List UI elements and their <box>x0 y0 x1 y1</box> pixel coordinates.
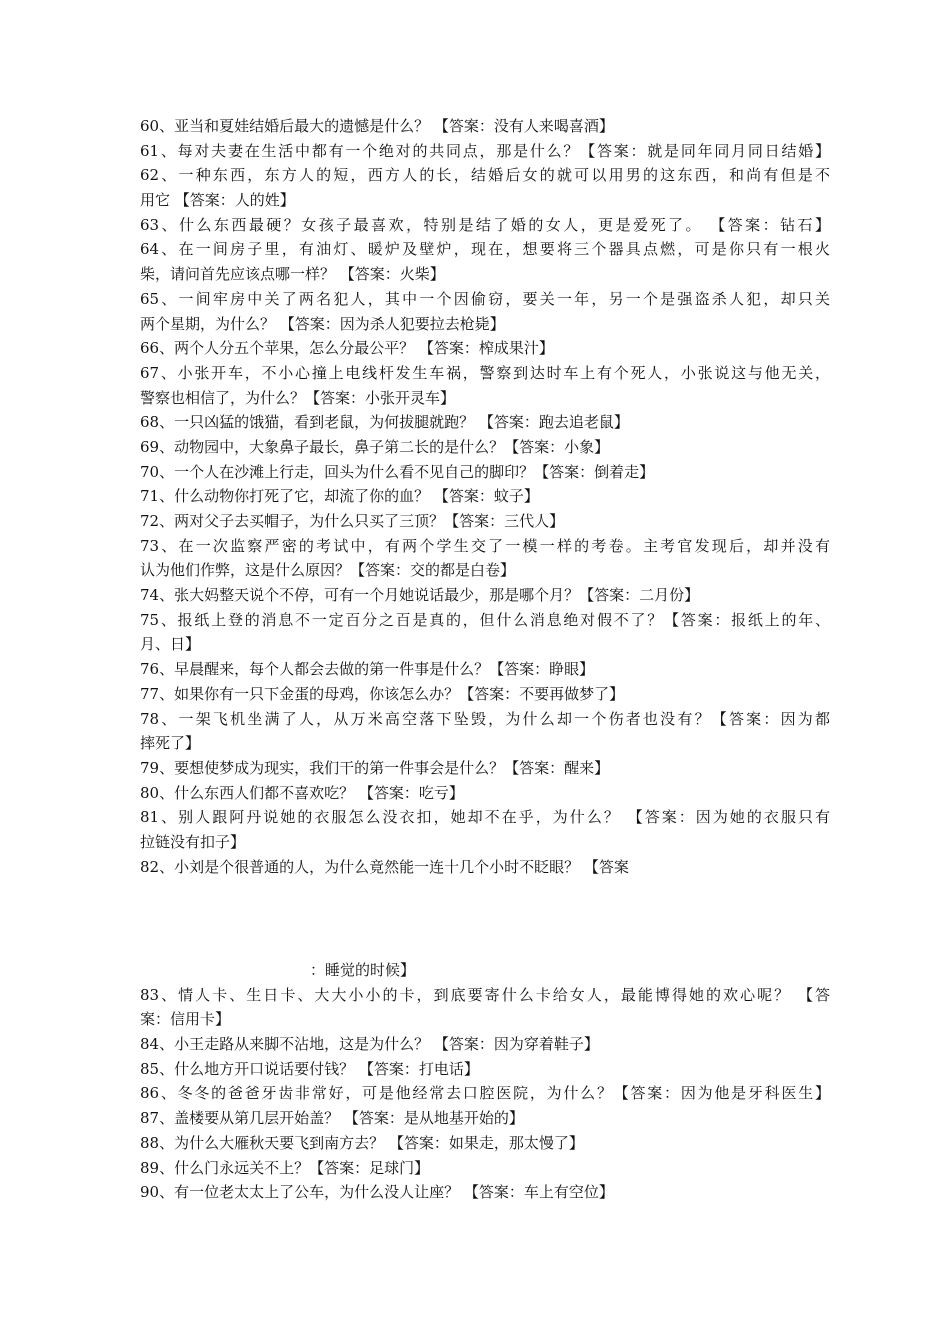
text-line: 摔死了】 <box>140 734 201 753</box>
text-line: 66、两个人分五个苹果，怎么分最公平？ 【答案：榨成果汁】 <box>140 339 554 358</box>
text-line: 87、盖楼要从第几层开始盖？ 【答案：是从地基开始的】 <box>140 1109 524 1128</box>
text-line: 70、一个人在沙滩上行走，回头为什么看不见自己的脚印？【答案：倒着走】 <box>140 462 655 481</box>
text-line: 73、在一次监察严密的考试中，有两个学生交了一模一样的考卷。主考官发现后，却并没有 <box>140 536 830 555</box>
answer-continuation: ：睡觉的时候】 <box>310 961 416 979</box>
text-line: 89、什么门永远关不上？【答案：足球门】 <box>140 1158 430 1177</box>
text-line: 82、小刘是个很普通的人，为什么竟然能一连十几个小时不眨眼？ 【答案 <box>140 857 629 876</box>
text-line: 69、动物园中，大象鼻子最长，鼻子第二长的是什么？【答案：小象】 <box>140 437 610 456</box>
text-line: 柴，请问首先应该点哪一样？ 【答案：火柴】 <box>140 265 445 284</box>
text-line: 64、在一间房子里，有油灯、暖炉及壁炉，现在，想要将三个器具点燃，可是你只有一根火 <box>140 240 830 259</box>
text-line: 90、有一位老太太上了公车，为什么没人让座？ 【答案：车上有空位】 <box>140 1183 614 1202</box>
text-line: 62、一种东西，东方人的短，西方人的长，结婚后女的就可以用男的这东西，和尚有但是不 <box>140 166 830 185</box>
text-line: 用它 【答案：人的姓】 <box>140 191 295 210</box>
text-line: 71、什么动物你打死了它，却流了你的血？ 【答案：蚊子】 <box>140 487 539 506</box>
text-line: 60、亚当和夏娃结婚后最大的遗憾是什么？ 【答案：没有人来喝喜酒】 <box>140 117 614 135</box>
text-line: 88、为什么大雁秋天要飞到南方去？ 【答案：如果走，那太慢了】 <box>140 1133 584 1152</box>
text-line: 79、要想使梦成为现实，我们干的第一件事会是什么？【答案：醒来】 <box>140 758 610 777</box>
text-line: 63、什么东西最硬？女孩子最喜欢，特别是结了婚的女人，更是爱死了。 【答案：钻石】 <box>140 215 830 234</box>
text-line: 67、小张开车，不小心撞上电线杆发生车祸，警察到达时车上有个死人，小张说这与他无关， <box>140 363 830 382</box>
text-line: 两个星期，为什么？ 【答案：因为杀人犯要拉去枪毙】 <box>140 314 505 333</box>
text-line: 84、小王走路从来脚不沾地，这是为什么？ 【答案：因为穿着鞋子】 <box>140 1035 599 1054</box>
text-line: 74、张大妈整天说个不停，可有一个月她说话最少，那是哪个月？【答案：二月份】 <box>140 586 700 605</box>
text-line: 80、什么东西人们都不喜欢吃？ 【答案：吃亏】 <box>140 783 464 802</box>
text-line: 77、如果你有一只下金蛋的母鸡，你该怎么办？【答案：不要再做梦了】 <box>140 684 625 703</box>
text-line: 85、什么地方开口说话要付钱？ 【答案：打电话】 <box>140 1059 479 1078</box>
text-line: 月、日】 <box>140 635 201 654</box>
text-line: 76、早晨醒来，每个人都会去做的第一件事是什么？【答案：睁眼】 <box>140 660 595 679</box>
text-line: 65、一间牢房中关了两名犯人，其中一个因偷窃，要关一年，另一个是强盗杀人犯，却只关 <box>140 289 830 308</box>
text-line: 61、每对夫妻在生活中都有一个绝对的共同点，那是什么？【答案：就是同年同月同日结婚】 <box>140 141 830 160</box>
text-line: 75、报纸上登的消息不一定百分之百是真的，但什么消息绝对假不了？【答案：报纸上的年、 <box>140 610 830 629</box>
riddle-list-upper <box>140 114 830 879</box>
text-line: 拉链没有扣子】 <box>140 832 246 851</box>
text-line: 警察也相信了，为什么？【答案：小张开灵车】 <box>140 388 456 407</box>
text-line: 案：信用卡】 <box>140 1010 231 1029</box>
text-line: 86、冬冬的爸爸牙齿非常好，可是他经常去口腔医院，为什么？【答案：因为他是牙科医生】 <box>140 1084 830 1103</box>
text-line: 认为他们作弊，这是什么原因？【答案：交的都是白卷】 <box>140 561 516 580</box>
text-line: 68、一只凶猛的饿猫，看到老鼠，为何拔腿就跑？ 【答案：跑去追老鼠】 <box>140 413 629 432</box>
text-line: 81、别人跟阿丹说她的衣服怎么没衣扣，她却不在乎，为什么？ 【答案：因为她的衣服只有 <box>140 808 830 827</box>
text-line: 83、情人卡、生日卡、大大小小的卡，到底要寄什么卡给女人，最能博得她的欢心呢？ 【答 <box>140 985 830 1004</box>
riddle-list-lower <box>140 958 830 1205</box>
text-line: 72、两对父子去买帽子，为什么只买了三顶？【答案：三代人】 <box>140 512 565 530</box>
text-line: 78、一架飞机坐满了人，从万米高空落下坠毁，为什么却一个伤者也没有？【答案：因为都 <box>140 709 830 728</box>
